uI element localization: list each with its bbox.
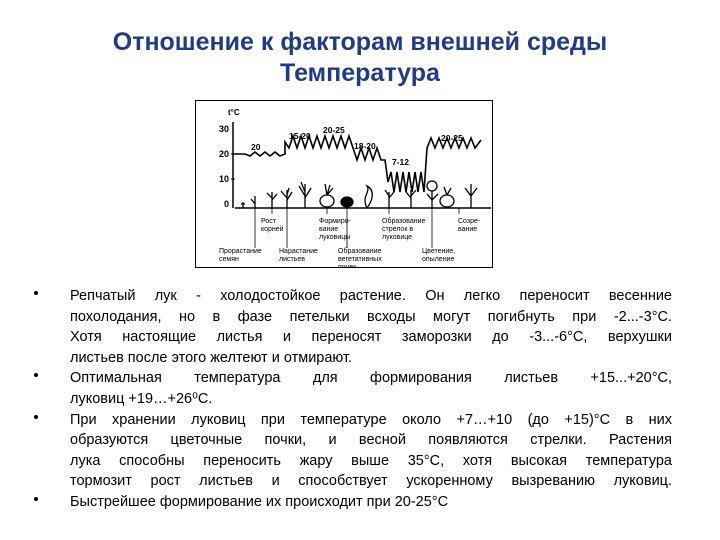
temp-label-0: 20 bbox=[251, 142, 261, 152]
bullet-item bbox=[30, 368, 680, 389]
bullet-line: листьев после этого желтеют и отмирают. bbox=[70, 349, 353, 366]
temp-label-1: 15-20 bbox=[289, 131, 311, 141]
temperature-stages-diagram bbox=[195, 100, 493, 268]
bullet-dot bbox=[34, 373, 38, 377]
bullet-line: Репчатый лук - холодостойкое растение. Он легко переносит весенние bbox=[70, 288, 672, 304]
stage-label-vegetative-buds: Образование вегетативных почек bbox=[338, 248, 382, 268]
bullet-line-row bbox=[30, 327, 680, 348]
y-axis-label: t°C bbox=[228, 108, 240, 117]
bullet-line: лука способны переносить жару выше 35°С, хотя высокая температура bbox=[70, 452, 672, 469]
bullet-line: Быстрейшее формирование их происходит при 20-25°С bbox=[70, 493, 449, 510]
stage-label-root-growth: Рост корней bbox=[261, 218, 284, 233]
bullet-dot bbox=[34, 291, 38, 295]
bullet-line: Оптимальная температура для формирования листьев +15...+20°С, bbox=[70, 370, 672, 387]
y-tick-30: 30 bbox=[218, 124, 229, 134]
bullet-line: образуются цветочные почки, и весной появляются стрелки. Растения bbox=[70, 432, 672, 449]
stage-label-arrow-formation: Образование стрелок в луковице bbox=[382, 218, 426, 241]
stage-label-bulb-formation: Формиро- вание луковицы bbox=[319, 218, 351, 241]
bullet-line: При хранении луковиц при температуре около +7…+10 (до +15)°С в них bbox=[70, 411, 672, 428]
bullet-line: похолодания, но в фазе петельки всходы могут погибнуть при -2...-3°С. bbox=[70, 308, 672, 325]
y-tick-0: 0 bbox=[223, 199, 229, 209]
stage-label-seed-germination: Прорастание семян bbox=[219, 248, 262, 263]
bullet-line: луковиц +19…+26⁰С. bbox=[70, 390, 213, 407]
bullet-line-row bbox=[30, 471, 680, 492]
y-tick-10: 10 bbox=[218, 174, 229, 184]
bullet-line: Хотя настоящие листья и переносят заморозки до -3...-6°С, верхушки bbox=[70, 329, 672, 346]
temp-label-3: 18-20 bbox=[354, 141, 376, 151]
stage-label-leaf-growth: Нарастание листьев bbox=[279, 248, 318, 263]
temp-label-4: 7-12 bbox=[392, 157, 410, 167]
bullet-item bbox=[30, 410, 680, 431]
slide-title: Отношение к факторам внешней среды bbox=[112, 28, 608, 56]
stage-label-flowering: Цветение, опыление bbox=[422, 248, 456, 263]
bullet-list bbox=[30, 286, 680, 513]
temp-label-5: 20-25 bbox=[441, 133, 463, 143]
slide-subtitle: Температура bbox=[280, 59, 440, 87]
temp-label-2: 20-25 bbox=[323, 125, 345, 135]
bullet-dot bbox=[34, 415, 38, 419]
bullet-line-row bbox=[30, 307, 680, 328]
bullet-line-row bbox=[30, 348, 680, 369]
bullet-line-row bbox=[30, 451, 680, 472]
bullet-line-row bbox=[30, 389, 680, 410]
bullet-line-row bbox=[30, 430, 680, 451]
y-tick-20: 20 bbox=[218, 149, 229, 159]
bullet-dot bbox=[34, 497, 38, 501]
stage-label-ripening: Созре- вание bbox=[458, 218, 481, 233]
bullet-item bbox=[30, 286, 680, 307]
bullet-line: тормозит рост листьев и способствует ускоренному вызреванию луковиц. bbox=[70, 473, 672, 490]
bullet-item bbox=[30, 492, 680, 513]
